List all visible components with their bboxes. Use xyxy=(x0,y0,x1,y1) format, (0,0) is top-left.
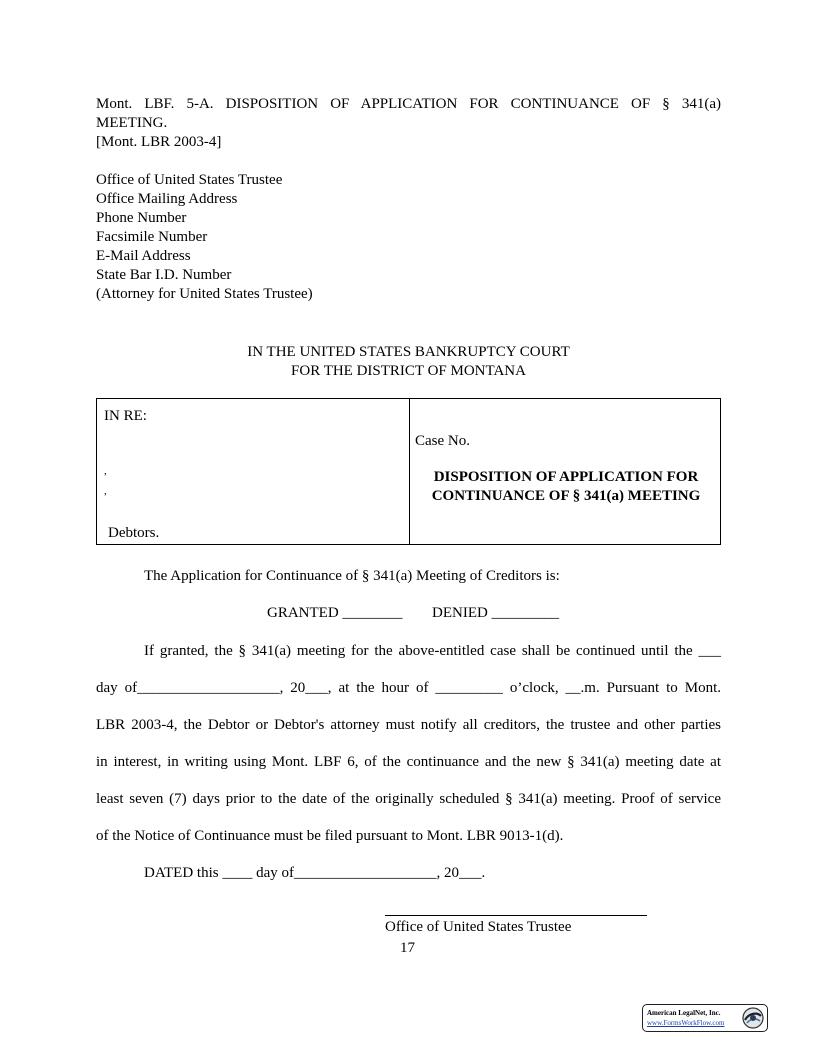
dated-line: DATED this ____ day of___________________, 20___. xyxy=(144,865,486,881)
contact-bar-id: State Bar I.D. Number xyxy=(96,267,232,283)
in-re-label: IN RE: xyxy=(104,408,147,424)
logo-url-link[interactable]: www.FormsWorkFlow.com xyxy=(647,1019,725,1027)
application-intro: The Application for Continuance of § 341(a) Meeting of Creditors is: xyxy=(144,568,560,584)
granted-option: GRANTED ________ xyxy=(267,605,403,621)
contact-role: (Attorney for United States Trustee) xyxy=(96,286,313,302)
paragraph-line-5: least seven (7) days prior to the date of the originally scheduled § 341(a) meeting. Proof of service xyxy=(96,791,721,807)
paragraph-line-4: in interest, in writing using Mont. LBF 6, of the continuance and the new § 341(a) meeting date at xyxy=(96,754,721,770)
case-number-label: Case No. xyxy=(415,433,470,449)
page-number: 17 xyxy=(400,940,415,956)
rule-reference: [Mont. LBR 2003-4] xyxy=(96,134,222,150)
caption-title-line-1: DISPOSITION OF APPLICATION FOR xyxy=(433,469,699,485)
contact-email: E-Mail Address xyxy=(96,248,191,264)
contact-office: Office of United States Trustee xyxy=(96,172,283,188)
debtors-label: Debtors. xyxy=(108,525,160,541)
contact-phone: Phone Number xyxy=(96,210,187,226)
logo-company-name: American LegalNet, Inc. xyxy=(647,1009,721,1017)
signature-line xyxy=(385,915,647,916)
form-title-line-1: Mont. LBF. 5-A. DISPOSITION OF APPLICATION FOR CONTINUANCE OF § 341(a) xyxy=(96,96,721,112)
caption-title-line-2: CONTINUANCE OF § 341(a) MEETING xyxy=(431,488,701,504)
case-caption-box xyxy=(96,398,721,545)
court-name-line-1: IN THE UNITED STATES BANKRUPTCY COURT xyxy=(247,344,570,360)
paragraph-line-6: of the Notice of Continuance must be filed pursuant to Mont. LBR 9013-1(d). xyxy=(96,828,564,844)
form-title-line-2: MEETING. xyxy=(96,115,168,131)
paragraph-line-2: day of___________________, 20___, at the hour of _________ o’clock, __.m. Pursuant to Mont. xyxy=(96,680,721,696)
contact-fax: Facsimile Number xyxy=(96,229,208,245)
debtor-name-comma-1: , xyxy=(104,465,107,477)
american-legalnet-logo xyxy=(642,1004,768,1032)
globe-icon xyxy=(742,1007,764,1029)
court-name-line-2: FOR THE DISTRICT OF MONTANA xyxy=(291,363,526,379)
debtor-name-comma-2: , xyxy=(104,485,107,497)
paragraph-line-1: If granted, the § 341(a) meeting for the above-entitled case shall be continued until the ___ xyxy=(144,643,721,659)
contact-mailing-address: Office Mailing Address xyxy=(96,191,238,207)
paragraph-line-3: LBR 2003-4, the Debtor or Debtor's attorney must notify all creditors, the trustee and other parties xyxy=(96,717,721,733)
denied-option: DENIED _________ xyxy=(432,605,560,621)
signature-label: Office of United States Trustee xyxy=(385,919,572,935)
